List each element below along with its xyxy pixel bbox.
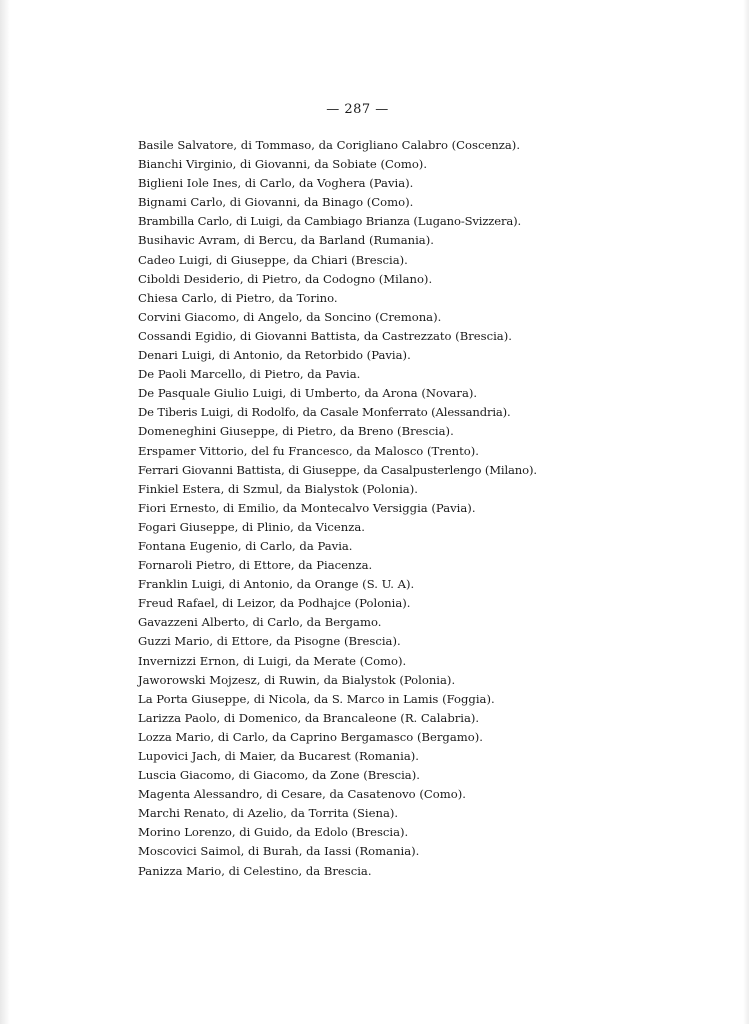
list-item: De Paoli Marcello, di Pietro, da Pavia. [138,367,361,382]
list-item: Cadeo Luigi, di Giuseppe, da Chiari (Brescia). [138,252,408,267]
list-item: Domeneghini Giuseppe, di Pietro, da Breno (Brescia). [138,424,454,439]
list-item: Fontana Eugenio, di Carlo, da Pavia. [138,538,353,553]
page-edge-shadow-left [0,0,10,1024]
list-item: Luscia Giacomo, di Giacomo, da Zone (Brescia). [138,768,420,783]
list-item: Denari Luigi, di Antonio, da Retorbido (Pavia). [138,348,411,363]
list-item: Fornaroli Pietro, di Ettore, da Piacenza. [138,558,373,573]
list-item: De Tiberis Luigi, di Rodolfo, da Casale Monferrato (Alessandria). [138,405,511,420]
list-item: Franklin Luigi, di Antonio, da Orange (S. U. A). [138,577,415,592]
list-item: Bianchi Virginio, di Giovanni, da Sobiate (Como). [138,157,428,172]
list-item: Larizza Paolo, di Domenico, da Brancaleone (R. Calabria). [138,710,480,725]
list-item: Moscovici Saimol, di Burah, da Iassi (Romania). [138,844,420,859]
list-item: Invernizzi Ernon, di Luigi, da Merate (Como). [138,653,407,668]
list-item: Basile Salvatore, di Tommaso, da Corigliano Calabro (Coscenza). [138,138,521,152]
list-item: Ferrari Giovanni Battista, di Giuseppe, da Casalpusterlengo (Milano). [138,462,537,477]
list-item: Magenta Alessandro, di Cesare, da Casatenovo (Como). [138,787,466,802]
list-item: Erspamer Vittorio, del fu Francesco, da Malosco (Trento). [138,443,479,458]
page-edge-shadow-right [743,0,749,1024]
list-item: Jaworowski Mojzesz, di Ruwin, da Bialystok (Polonia). [138,672,456,687]
list-item: Finkiel Estera, di Szmul, da Bialystok (Polonia). [138,481,418,496]
list-item: Freud Rafael, di Leizor, da Podhajce (Polonia). [138,596,411,611]
list-item: Chiesa Carlo, di Pietro, da Torino. [138,290,338,305]
list-item: Bignami Carlo, di Giovanni, da Binago (Como). [138,195,414,210]
page-number: — 287 — [326,102,389,117]
list-item: Busihavic Avram, di Bercu, da Barland (Rumania). [138,233,434,248]
list-item: Biglieni Iole Ines, di Carlo, da Voghera (Pavia). [138,176,414,191]
list-item: Morino Lorenzo, di Guido, da Edolo (Brescia). [138,825,409,840]
name-list [138,136,588,881]
list-item: Gavazzeni Alberto, di Carlo, da Bergamo. [138,615,382,630]
list-item: Lozza Mario, di Carlo, da Caprino Bergamasco (Bergamo). [138,729,483,744]
list-item: De Pasquale Giulio Luigi, di Umberto, da Arona (Novara). [138,386,478,401]
list-item: Panizza Mario, di Celestino, da Brescia. [138,863,372,878]
list-item: Cossandi Egidio, di Giovanni Battista, da Castrezzato (Brescia). [138,328,512,343]
list-item: Lupovici Jach, di Maier, da Bucarest (Romania). [138,749,419,763]
list-item: Corvini Giacomo, di Angelo, da Soncino (Cremona). [138,309,442,324]
list-item: Guzzi Mario, di Ettore, da Pisogne (Brescia). [138,634,401,649]
list-item: Fiori Ernesto, di Emilio, da Montecalvo Versiggia (Pavia). [138,500,476,515]
list-item: Fogari Giuseppe, di Plinio, da Vicenza. [138,519,365,534]
list-item: Ciboldi Desiderio, di Pietro, da Codogno (Milano). [138,271,433,286]
list-item: Marchi Renato, di Azelio, da Torrita (Siena). [138,806,399,821]
list-item: La Porta Giuseppe, di Nicola, da S. Marco in Lamis (Foggia). [138,691,495,706]
list-item: Brambilla Carlo, di Luigi, da Cambiago Brianza (Lugano-Svizzera). [138,214,522,229]
